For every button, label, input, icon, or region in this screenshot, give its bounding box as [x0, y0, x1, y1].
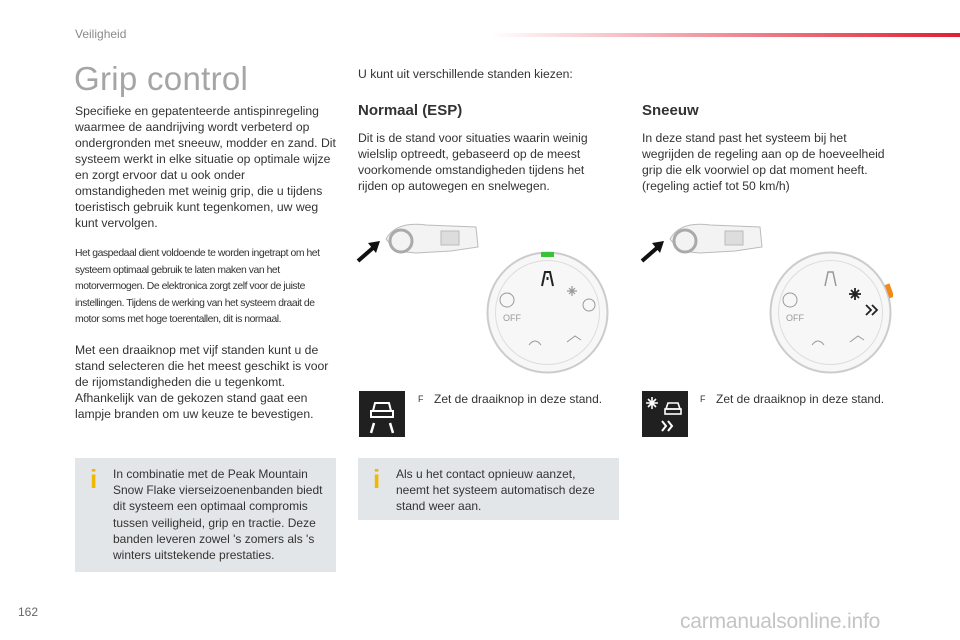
normal-mode-icon [359, 391, 405, 437]
info-text: In combinatie met de Peak Mountain Snow Flake vierseizoenenbanden biedt dit systeem een optimaal compromis tussen veiligheid, grip en tractie. Deze banden leveren zowel 's zomers als 's winters uitstekende prestaties. [113, 467, 323, 563]
dial-off-label: OFF [503, 313, 521, 323]
dial-icon [485, 250, 610, 375]
normal-text: Dit is de stand voor situaties waarin weinig wielslip optreedt, gebaseerd op de meest voorkomende omstandigheden tijdens het rijden op autowegen en snelwegen. [358, 131, 588, 193]
snow-text: In deze stand past het systeem bij het wegrijden de regeling aan op de hoeveelheid grip die elk voorwiel op dat moment heeft. (regeling actief tot 50 km/h) [642, 131, 885, 193]
dashboard-arrow-icon [640, 217, 765, 267]
snow-step [700, 392, 884, 406]
bullet-icon: F [418, 394, 424, 404]
note-paragraph: Het gaspedaal dient voldoende te worden ingetrapt om het systeem optimaal gebruik te laten maken van het motorvermogen. De elektronica zorgt zelf voor de juiste instellingen. Tijdens de werking van het systeem draait de motor soms met hoge toerentallen, dit is normaal. [75, 248, 320, 325]
normal-step-text: Zet de draaiknop in deze stand. [434, 392, 603, 406]
dial-indicator-normal [541, 252, 554, 257]
page-number: 162 [18, 605, 39, 619]
watermark: carmanualsonline.info [680, 610, 881, 633]
snow-mode-icon [642, 391, 688, 437]
dashboard-arrow-icon [356, 217, 481, 267]
info-text: Als u het contact opnieuw aanzet, neemt het systeem automatisch deze stand weer aan. [396, 467, 595, 514]
heading-snow: Sneeuw [642, 102, 699, 119]
intro-paragraph: Specifieke en gepatenteerde antispinregeling waarmee de aandrijving wordt verbeterd op ondergronden met sneeuw, modder en zand. Dit systeem werkt in elke situatie op optimale wijze en zorgt ervoor dat u ook onder omstandigheden met weinig grip, die u tijdens toeristisch gebruik kunt tegenkomen, uw weg kunt vervolgen. [75, 104, 336, 230]
normal-step [418, 392, 602, 406]
heading-normal: Normaal (ESP) [358, 102, 463, 119]
info-icon: i [90, 464, 98, 494]
info-box-reset [358, 458, 619, 520]
info-icon: i [373, 464, 381, 494]
choose-text: U kunt uit verschillende standen kiezen: [358, 67, 573, 81]
dial-off-label: OFF [786, 313, 804, 323]
snow-step-text: Zet de draaiknop in deze stand. [716, 392, 885, 406]
knob-paragraph: Met een draaiknop met vijf standen kunt u de stand selecteren die het meest geschikt is voor de rijomstandigheden die u tegenkomt. Afhankelijk van de gekozen stand gaat een lampje branden om uw keuze te bevestigen. [75, 343, 329, 421]
page-title: Grip control [74, 60, 249, 97]
bullet-icon: F [700, 394, 706, 404]
info-box-tires [75, 458, 336, 572]
header-accent-bar [490, 33, 960, 37]
section-title: Veiligheid [75, 27, 127, 41]
dial-icon [768, 250, 893, 375]
